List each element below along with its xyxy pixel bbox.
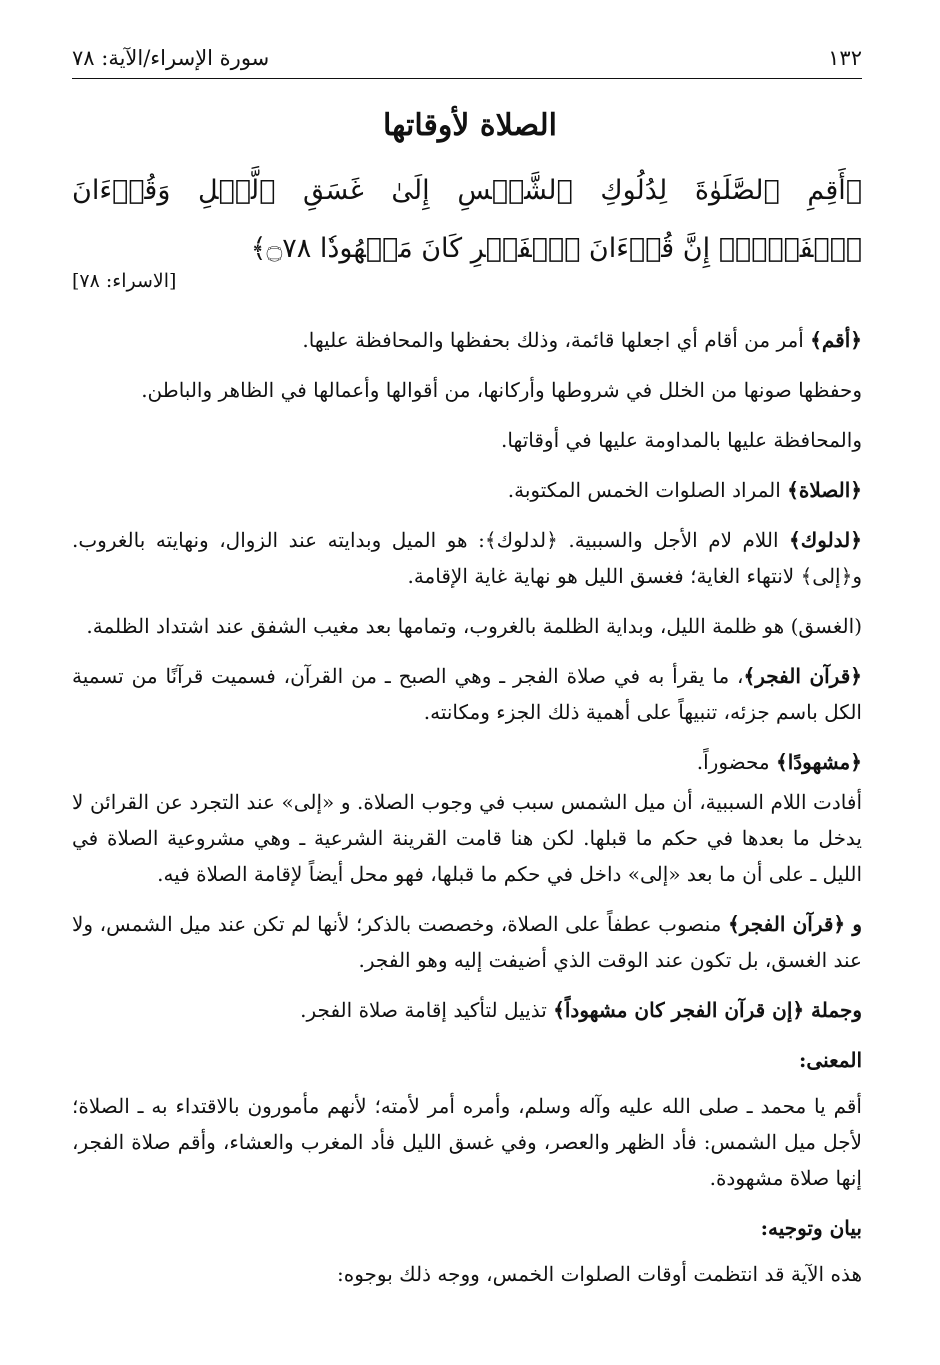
paragraph — [72, 322, 862, 358]
paragraph-text: (الغسق) هو ظلمة الليل، وبداية الظلمة بالغروب، وتمامها بعد مغيب الشفق عند اشتداد الظلمة. — [86, 614, 862, 638]
paragraph — [72, 422, 862, 458]
running-title: سورة الإسراء/الآية: ٧٨ — [72, 46, 270, 70]
paragraph — [72, 372, 862, 408]
paragraph — [72, 608, 862, 644]
keyword: ﴿قرآن الفجر﴾ — [743, 664, 863, 688]
paragraph-text: محضوراً. — [696, 750, 776, 774]
explanation-text: هذه الآية قد انتظمت أوقات الصلوات الخمس، ووجه ذلك بوجوه: — [337, 1262, 862, 1286]
header-rule — [72, 78, 862, 79]
meaning-heading: المعنى: — [799, 1048, 862, 1072]
keyword: ﴿مشهودًا﴾ — [775, 750, 862, 774]
paragraph-text: تذييل لتأكيد إقامة صلاة الفجر. — [300, 998, 554, 1022]
section-title: الصلاة لأوقاتها — [383, 108, 557, 143]
paragraph-text: والمحافظة عليها بالمداومة عليها في أوقاتها. — [501, 428, 862, 452]
meaning-text: أقم يا محمد ـ صلى الله عليه وآله وسلم، وأمره أمر لأمته؛ لأنهم مأمورون بالاقتداء به ـ الصلاة؛ لأجل ميل الشمس: فأد الظهر والعصر، وفي غسق الليل فأد المغرب والعشاء، وأقم صلاة الفجر، إنها صلاة مشهودة. — [72, 1094, 862, 1190]
paragraph — [72, 744, 862, 780]
page-number: ١٣٢ — [828, 46, 862, 70]
paragraph — [72, 658, 862, 730]
quran-verse: ﴿أَقِمِ ٱلصَّلَوٰةَ لِدُلُوكِ ٱلشَّمۡسِ إِلَىٰ غَسَقِ ٱلَّيۡلِ وَقُرۡءَانَ ٱلۡفَجۡرِۖ إِنَّ قُرۡءَانَ ٱلۡفَجۡرِ كَانَ مَشۡهُودٗا ۝٧٨﴾ — [72, 175, 862, 264]
paragraph — [72, 992, 862, 1028]
body-text — [72, 322, 862, 1306]
keyword: و ﴿قرآن الفجر﴾ — [727, 912, 862, 936]
paragraph-text: اللام لام الأجل والسببية. ﴿لدلوك﴾: هو الميل وبدايته عند الزوال، ونهايته بالغروب. و﴿إلى﴾ لانتهاء الغاية؛ فغسق الليل هو نهاية غاية الإقامة. — [72, 528, 862, 588]
paragraph — [72, 784, 862, 892]
paragraph-text: أفادت اللام السببية، أن ميل الشمس سبب في وجوب الصلاة. و «إلى» عند التجرد عن القرائن لا يدخل ما بعدها في حكم ما قبلها. لكن هنا قامت القرينة الشرعية ـ وهي مشروعية الصلاة في الليل ـ على أن ما بعد «إلى» داخل في حكم ما قبلها، فهو محل أيضاً لإقامة الصلاة فيه. — [72, 790, 862, 886]
paragraph — [72, 472, 862, 508]
paragraph — [72, 906, 862, 978]
page-header — [72, 40, 862, 70]
paragraph-text: منصوب عطفاً على الصلاة، وخصصت بالذكر؛ لأنها لم تكن عند ميل الشمس، ولا عند الغسق، بل تكون عند الوقت الذي أضيفت إليه وهو الفجر. — [72, 912, 862, 972]
keyword: وجملة ﴿إن قرآن الفجر كان مشهوداً﴾ — [553, 998, 862, 1022]
paragraph-text: المراد الصلوات الخمس المكتوبة. — [507, 478, 788, 502]
keyword: ﴿أقم﴾ — [810, 328, 862, 352]
keyword: ﴿الصلاة﴾ — [787, 478, 862, 502]
paragraph — [72, 522, 862, 594]
verse-reference: [الاسراء: ٧٨] — [72, 270, 177, 292]
explanation-heading: بيان وتوجيه: — [760, 1216, 862, 1240]
paragraph-text: وحفظها صونها من الخلل في شروطها وأركانها، من أقوالها وأعمالها في الظاهر والباطن. — [141, 378, 862, 402]
paragraph-text: ، ما يقرأ به في صلاة الفجر ـ وهي الصبح ـ من القرآن، فسميت قرآنًا من تسمية الكل باسم جزئه، تنبيهاً على أهمية ذلك الجزء ومكانته. — [72, 664, 862, 724]
paragraph-text: أمر من أقام أي اجعلها قائمة، وذلك بحفظها والمحافظة عليها. — [302, 328, 811, 352]
keyword: ﴿لدلوك﴾ — [789, 528, 862, 552]
